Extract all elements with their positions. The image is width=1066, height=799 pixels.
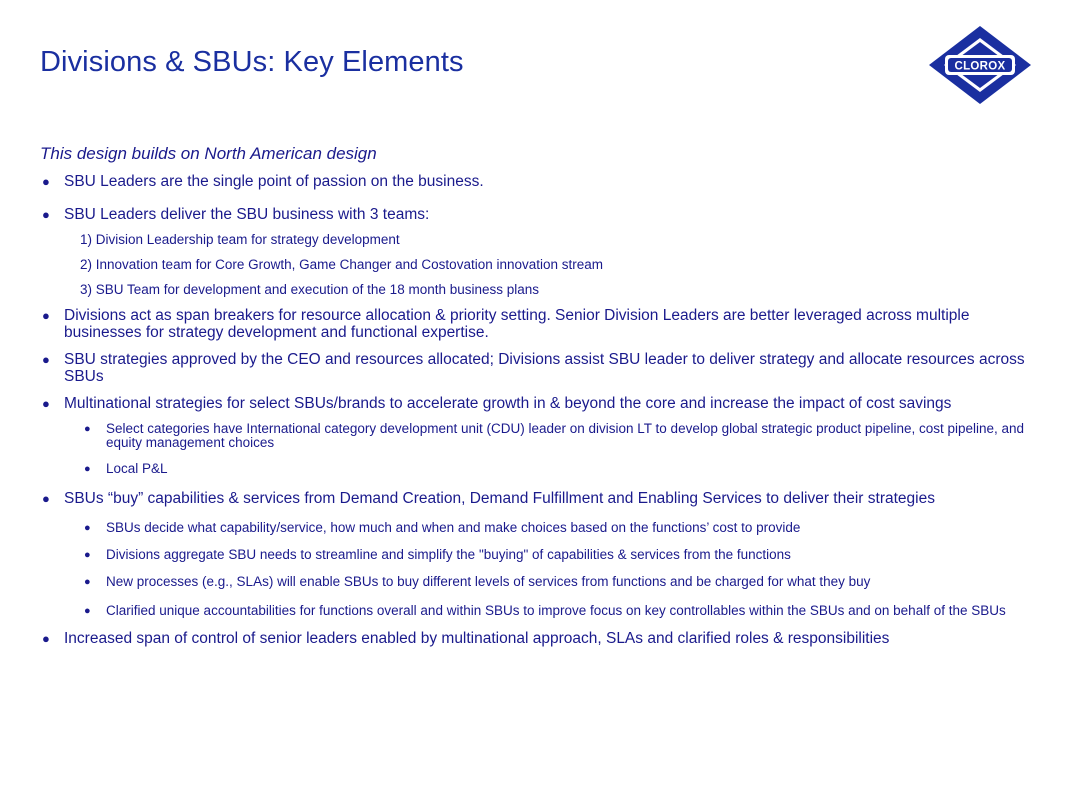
bullet-icon: ● bbox=[84, 549, 91, 561]
clorox-logo bbox=[927, 24, 1033, 106]
bullet-icon: ● bbox=[42, 396, 50, 411]
numbered-item: 3) SBU Team for development and execution of the 18 month business plans bbox=[80, 282, 540, 297]
bullet-icon: ● bbox=[42, 207, 50, 222]
sub-bullet-item: ● SBUs decide what capability/service, how much and when and make choices based on the functions’ cost to provide bbox=[84, 520, 801, 535]
bullet-item: ● Divisions act as span breakers for resource allocation & priority setting. Senior Division Leaders are better leveraged across multiple businesses for strategy development and functional expertise. bbox=[42, 307, 970, 341]
bullet-icon: ● bbox=[84, 463, 91, 475]
intro-text: This design builds on North American design bbox=[40, 144, 377, 163]
numbered-item: 1) Division Leadership team for strategy development bbox=[80, 232, 400, 247]
bullet-icon: ● bbox=[84, 605, 91, 617]
bullet-item: ● Multinational strategies for select SBUs/brands to accelerate growth in & beyond the core and increase the impact of cost savings bbox=[42, 395, 952, 412]
bullet-icon: ● bbox=[42, 174, 50, 189]
bullet-item: ● Increased span of control of senior leaders enabled by multinational approach, SLAs and clarified roles & responsibilities bbox=[42, 630, 890, 647]
bullet-icon: ● bbox=[42, 631, 50, 646]
sub-bullet-item: ● Local P&L bbox=[84, 461, 168, 476]
bullet-icon: ● bbox=[42, 491, 50, 506]
bullet-icon: ● bbox=[84, 522, 91, 534]
bullet-item: ● SBU Leaders deliver the SBU business with 3 teams: bbox=[42, 206, 430, 223]
sub-bullet-item: ● New processes (e.g., SLAs) will enable SBUs to buy different levels of services from functions and be charged for what they buy bbox=[84, 574, 871, 589]
logo-text: CLOROX bbox=[954, 60, 1006, 73]
sub-bullet-item: ● Divisions aggregate SBU needs to streamline and simplify the "buying" of capabilities & services from the functions bbox=[84, 547, 791, 562]
sub-bullet-item: ● Clarified unique accountabilities for functions overall and within SBUs to improve focus on key controllables within the SBUs and on behalf of the SBUs bbox=[84, 603, 1006, 618]
bullet-item: ● SBUs “buy” capabilities & services from Demand Creation, Demand Fulfillment and Enabling Services to deliver their strategies bbox=[42, 490, 935, 507]
bullet-item: ● SBU strategies approved by the CEO and resources allocated; Divisions assist SBU leader to deliver strategy and allocate resources across SBUs bbox=[42, 351, 1025, 385]
bullet-icon: ● bbox=[42, 352, 50, 367]
page-title: Divisions & SBUs: Key Elements bbox=[40, 46, 464, 78]
sub-bullet-item: ● Select categories have International category development unit (CDU) leader on division LT to develop global strategic product pipeline, cost pipeline, and equity management choices bbox=[84, 421, 1025, 450]
slide-content bbox=[40, 144, 1040, 647]
bullet-icon: ● bbox=[42, 308, 50, 323]
bullet-icon: ● bbox=[84, 423, 91, 435]
bullet-icon: ● bbox=[84, 576, 91, 588]
bullet-item: ● SBU Leaders are the single point of passion on the business. bbox=[42, 173, 484, 190]
numbered-item: 2) Innovation team for Core Growth, Game Changer and Costovation innovation stream bbox=[80, 257, 604, 272]
